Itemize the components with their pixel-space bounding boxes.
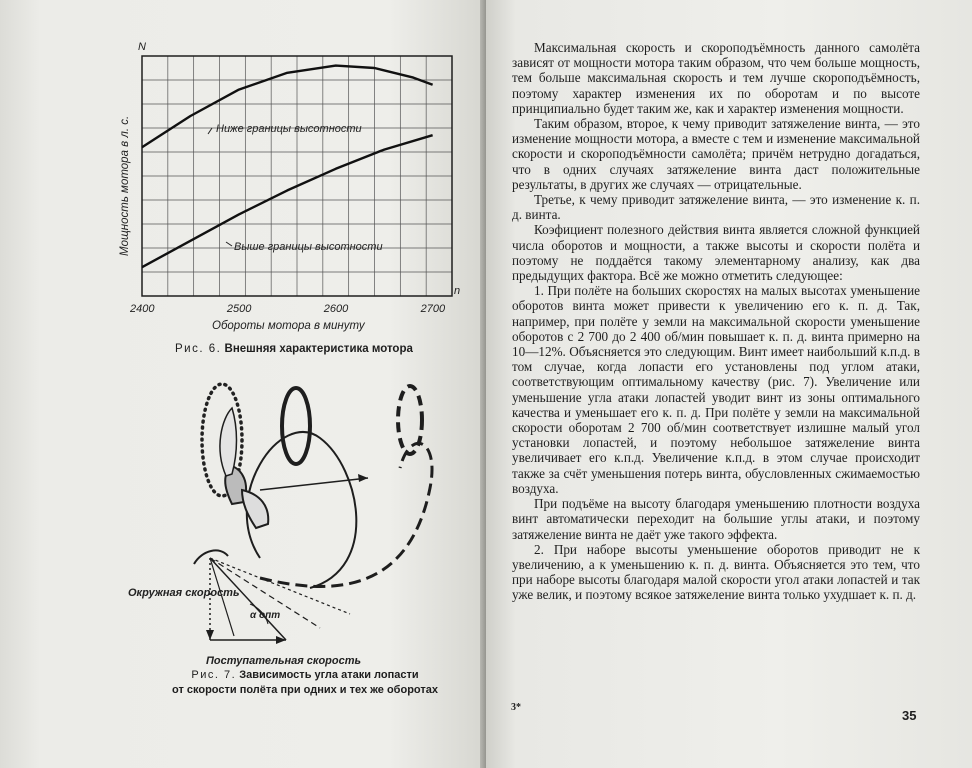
spiral-trajectory-2 — [260, 443, 432, 586]
paragraph-7: 2. При наборе высоты уменьшение оборотов приводит не к увеличению, а к уменьшению к. п. д. винта. Объясняется это тем, что при наборе высоты благодаря малой скорости угол атаки лопастей и так уже велик, и поэтому всякое затяжеление винта только ухудшает к. п. д. — [512, 541, 920, 603]
body-text — [512, 40, 920, 603]
y-axis-label: Мощность мотора в л. с. — [119, 115, 131, 256]
chart-grid — [142, 56, 452, 296]
paragraph-3: Третье, к чему приводит затяжеление винта, — это изменение к. п. д. винта. — [512, 192, 920, 223]
paragraph-4: Коэфициент полезного действия винта является сложной функцией числа оборотов и мощности, а также высоты и скорости полёта и поэтому не поддаётся такому элементарному анализу, как два предыдущих фактора. Всё же можно отметить следующее: — [512, 222, 920, 284]
figure-7-number: Рис. 7. — [191, 669, 237, 681]
figure-7-caption-line1 — [150, 668, 460, 683]
x-axis-label: Обороты мотора в минуту — [212, 320, 365, 332]
circumferential-velocity-label: Окружная скорость — [128, 587, 240, 599]
paragraph-5: 1. При полёте на больших скоростях на малых высотах уменьшение оборотов винта может привести к увеличению его к. п. д. Так, например, при полёте у земли на максимальной скорости уменьшение оборотов с 2 700 до 2 400 об/мин повышает к. п. д. винта примерно на 10—12%. Объясняется это следующим. Винт имеет наибольший к.п.д. в том случае, когда лопасти его установлены под углом атаки, соответствующим оптимальному качеству (рис. 7). Увеличение или уменьшение угла атаки лопастей уводит винт из зоны оптимального качества и уменьшает его к. п. д. При полёте у земли на максимальной скорости оборотам 2 700 об/мин соответствует излишне малый угол установки лопастей, и поэтому небольшое затяжеление винта увеличивает его к.п.д. Увеличение к.п.д. в этом случае происходит также за счёт уменьшения потерь винта, обусловленных сжимаемостью воздуха. — [512, 283, 920, 496]
flight-axis-arrowhead — [358, 474, 368, 482]
lower-label-leader — [226, 242, 232, 246]
y-unit-label: N — [138, 41, 146, 53]
propeller-blade-lower — [242, 490, 268, 528]
x-tick-label-2600: 2600 — [323, 303, 349, 315]
resultant-velocity-3 — [210, 558, 350, 614]
lower-curve-label: Выше границы высотности — [234, 241, 383, 253]
page-number: 35 — [902, 708, 917, 723]
alpha-opt-label: α опт — [250, 610, 281, 621]
paragraph-6: При подъёме на высоту благодаря уменьшению плотности воздуха винт автоматически переходит на большие углы атаки, и поэтому затяжеление винта не даёт уже такого эффекта. — [512, 496, 920, 542]
propeller-blade-upper — [220, 408, 237, 476]
figure-7-diagram — [110, 378, 480, 678]
x-unit-label: n — [454, 285, 461, 297]
paragraph-2: Таким образом, второе, к чему приводит затяжеление винта, — это изменение мощности мотора, а вместе с тем и изменение максимальной скорости и скороподъёмности самолёта; причём нетрудно догадаться, что в одних случаях затяжеление винта даст положительные результаты, в других же случаях — отрицательные. — [512, 116, 920, 192]
figure-6-number: Рис. 6. — [175, 343, 222, 355]
figure-6-caption — [175, 343, 435, 355]
figure-7-caption — [150, 668, 460, 698]
resultant-velocity-1 — [210, 558, 286, 640]
x-tick-label-2400: 2400 — [130, 303, 155, 315]
figure-7-title: Зависимость угла атаки лопасти — [239, 669, 419, 681]
solid-loop-small — [282, 388, 310, 464]
x-tick-label-2700: 2700 — [420, 303, 446, 315]
signature-mark: 3* — [511, 702, 521, 713]
upper-curve-label: Ниже границы высотности — [216, 123, 362, 135]
figure-6-title: Внешняя характеристика мотора — [224, 343, 413, 355]
upper-label-leader — [208, 128, 212, 134]
figure-6-chart — [112, 36, 472, 336]
x-tick-label-2500: 2500 — [226, 303, 252, 315]
paragraph-1: Максимальная скорость и скороподъёмность данного самолёта зависят от мощности мотора таким образом, что чем больше мощность, тем больше максимальная скорость и тем лучше скороподъёмность, поэтому характер изменения их по оборотам и по высоте принципиально будет таким же, как и характер изменения мощности. — [512, 40, 920, 116]
forward-velocity-label: Поступательная скорость — [206, 655, 362, 667]
figure-7-caption-line2: от скорости полёта при одних и тех же оборотах — [172, 684, 438, 696]
